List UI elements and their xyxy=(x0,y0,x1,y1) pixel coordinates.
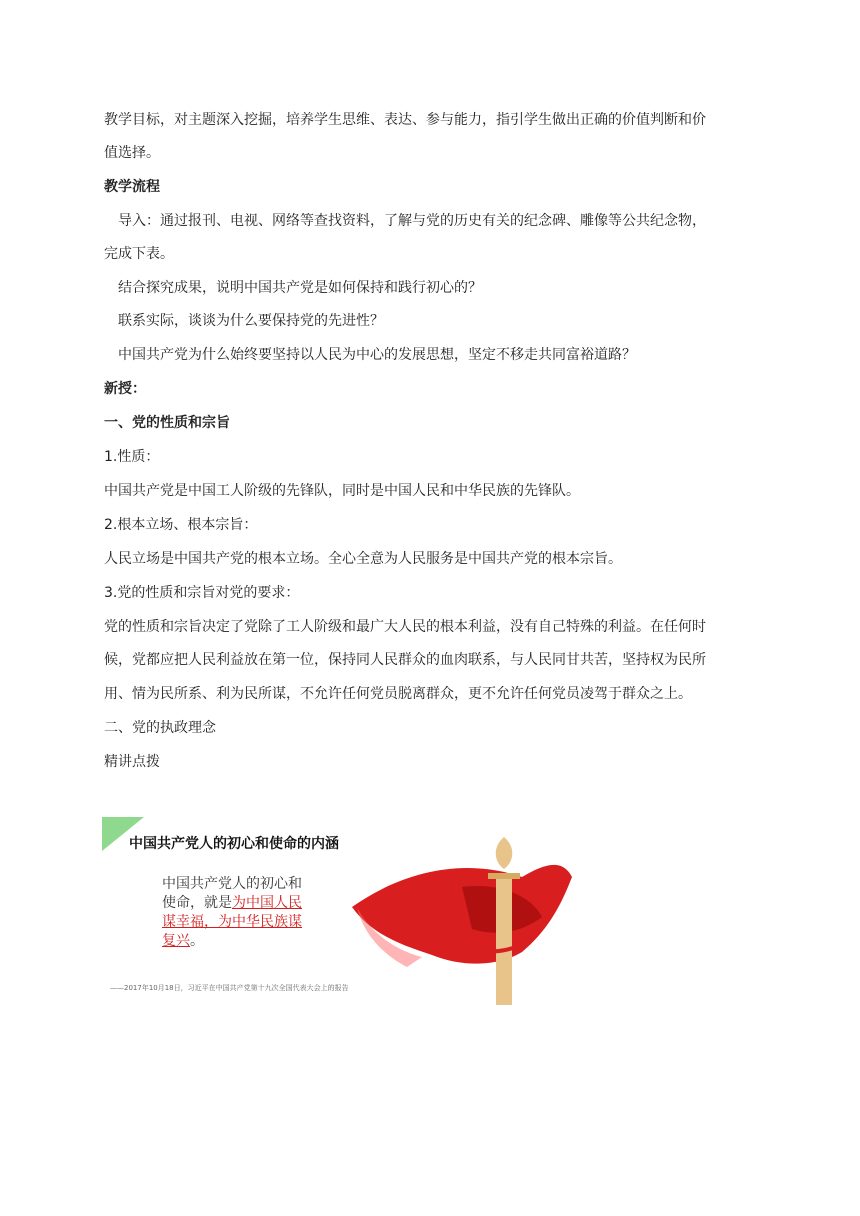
text-stance: 人民立场是中国共产党的根本立场。全心全意为人民服务是中国共产党的根本宗旨。 xyxy=(104,551,622,567)
subheading-requirements: 3.党的性质和宗旨对党的要求： xyxy=(104,585,300,601)
quote-end: 。 xyxy=(190,933,204,949)
text-requirements-2: 候，党都应把人民利益放在第一位，保持同人民群众的血肉联系，与人民同甘共苦，坚持权为民所 xyxy=(104,652,706,668)
slide-title: 中国共产党人的初心和使命的内涵 xyxy=(129,836,339,852)
slide-quote xyxy=(162,875,312,951)
subheading-nature: 1.性质： xyxy=(104,449,160,465)
red-flag-and-huabiao-illustration xyxy=(352,837,572,1005)
paragraph-intro: 导入：通过报刊、电视、网络等查找资料，了解与党的历史有关的纪念碑、雕像等公共纪念物， xyxy=(118,213,706,229)
question-1: 结合探究成果，说明中国共产党是如何保持和践行初心的？ xyxy=(118,280,482,296)
question-2: 联系实际，谈谈为什么要保持党的先进性？ xyxy=(118,313,384,329)
text-nature: 中国共产党是中国工人阶级的先锋队，同时是中国人民和中华民族的先锋队。 xyxy=(104,483,580,499)
paragraph-intro-cont: 完成下表。 xyxy=(104,246,174,262)
slide-source: ——2017年10月18日，习近平在中国共产党第十九次全国代表大会上的报告 xyxy=(110,984,349,992)
heading-explain: 精讲点拨 xyxy=(104,754,160,770)
text-requirements-1: 党的性质和宗旨决定了党除了工人阶级和最广大人民的根本利益，没有自己特殊的利益。在任何时 xyxy=(104,619,706,635)
embedded-slide-image xyxy=(102,817,702,1009)
text-requirements-3: 用、情为民所系、利为民所谋，不允许任何党员脱离群众，更不允许任何党员凌驾于群众之上。 xyxy=(104,686,692,702)
subheading-stance: 2.根本立场、根本宗旨： xyxy=(104,517,258,533)
paragraph-goal-cont: 值选择。 xyxy=(104,145,160,161)
quote-highlight: 为中国人民谋幸福，为中华民族谋复兴 xyxy=(162,895,302,949)
heading-section-2: 二、党的执政理念 xyxy=(104,720,216,736)
quote-plain: 中国共产党人的初心和使命，就是 xyxy=(162,876,302,911)
heading-teaching-flow: 教学流程 xyxy=(104,179,160,195)
heading-section-1: 一、党的性质和宗旨 xyxy=(104,415,230,431)
question-3: 中国共产党为什么始终要坚持以人民为中心的发展思想，坚定不移走共同富裕道路？ xyxy=(118,347,636,363)
heading-new-lesson: 新授： xyxy=(104,381,146,397)
paragraph-goal: 教学目标，对主题深入挖掘，培养学生思维、表达、参与能力，指引学生做出正确的价值判断和价 xyxy=(104,112,706,128)
